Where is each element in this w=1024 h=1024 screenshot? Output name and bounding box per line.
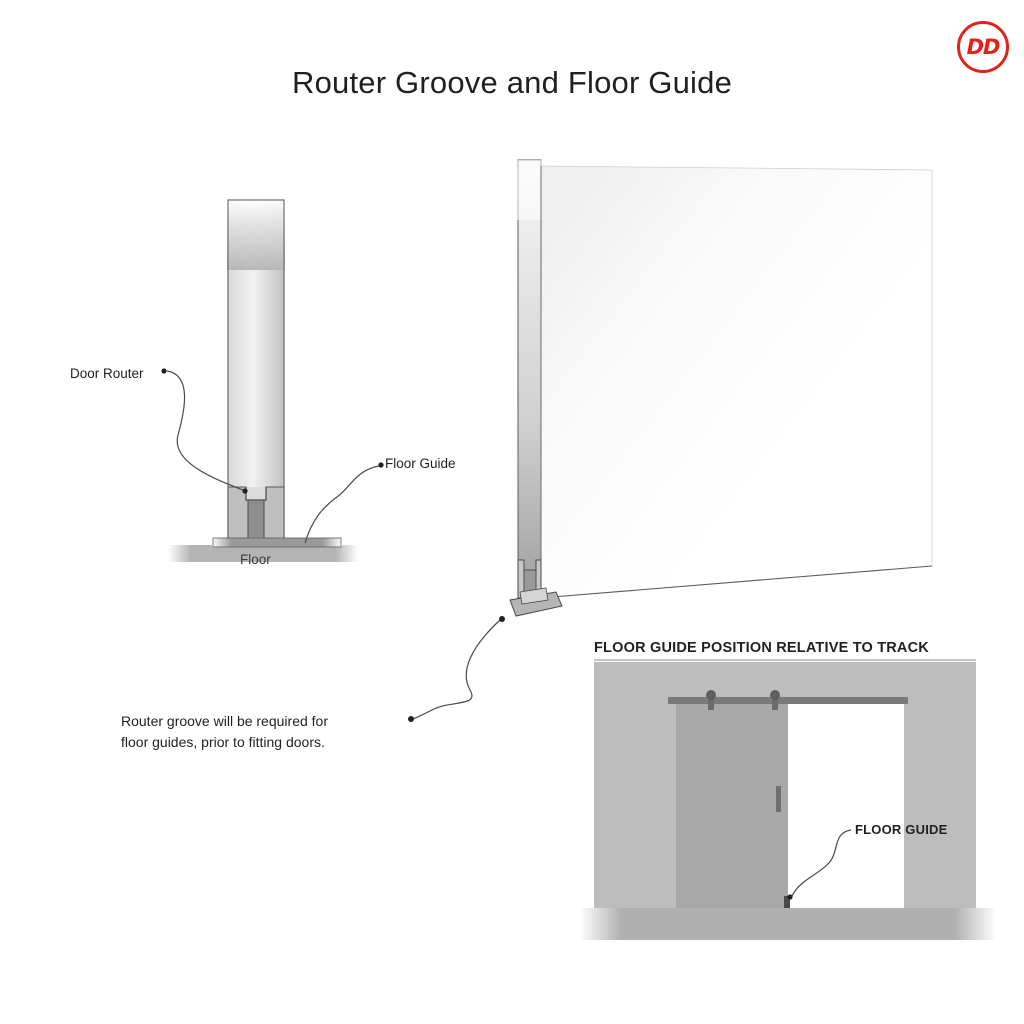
left-cross-section <box>161 200 383 562</box>
brand-logo-text: DD <box>966 34 1000 59</box>
inset-floor <box>580 908 996 940</box>
inset-door-handle <box>776 786 781 812</box>
floor-guide-pin <box>248 500 264 542</box>
floor-guide-base <box>212 538 342 547</box>
door-edge-top-fade <box>517 160 542 220</box>
label-door-router: Door Router <box>70 366 144 381</box>
inset-roller-right <box>770 690 780 700</box>
inset-panel <box>580 660 996 940</box>
leader-end-door-router <box>242 488 247 493</box>
inset-door-panel <box>676 704 788 908</box>
door-face <box>540 166 932 598</box>
inset-panel-heading: FLOOR GUIDE POSITION RELATIVE TO TRACK <box>594 640 929 656</box>
note-line-2: floor guides, prior to fitting doors. <box>121 734 325 750</box>
inset-roller-left <box>706 690 716 700</box>
page-title: Router Groove and Floor Guide <box>291 65 733 100</box>
perspective-door <box>408 160 932 722</box>
inset-floor-guide-label: FLOOR GUIDE <box>855 822 948 837</box>
inset-track-rail <box>668 697 908 704</box>
leader-dot-inset-floor-guide <box>787 894 792 899</box>
label-floor: Floor <box>240 552 271 567</box>
inset-door-opening <box>786 704 904 908</box>
leader-floor-guide <box>305 466 379 543</box>
leader-note <box>413 620 500 719</box>
leader-dot-door-router <box>161 368 166 373</box>
label-floor-guide: Floor Guide <box>385 456 456 471</box>
door-edge-thickness <box>518 160 541 598</box>
note-line-1: Router groove will be required for <box>121 713 328 729</box>
router-groove-inner <box>246 487 266 500</box>
door-top-fade <box>227 200 285 270</box>
leader-dot-floor-guide <box>378 462 383 467</box>
leader-dot-note-end <box>408 716 414 722</box>
leader-dot-note-start <box>499 616 505 622</box>
note-router-groove <box>121 711 328 753</box>
